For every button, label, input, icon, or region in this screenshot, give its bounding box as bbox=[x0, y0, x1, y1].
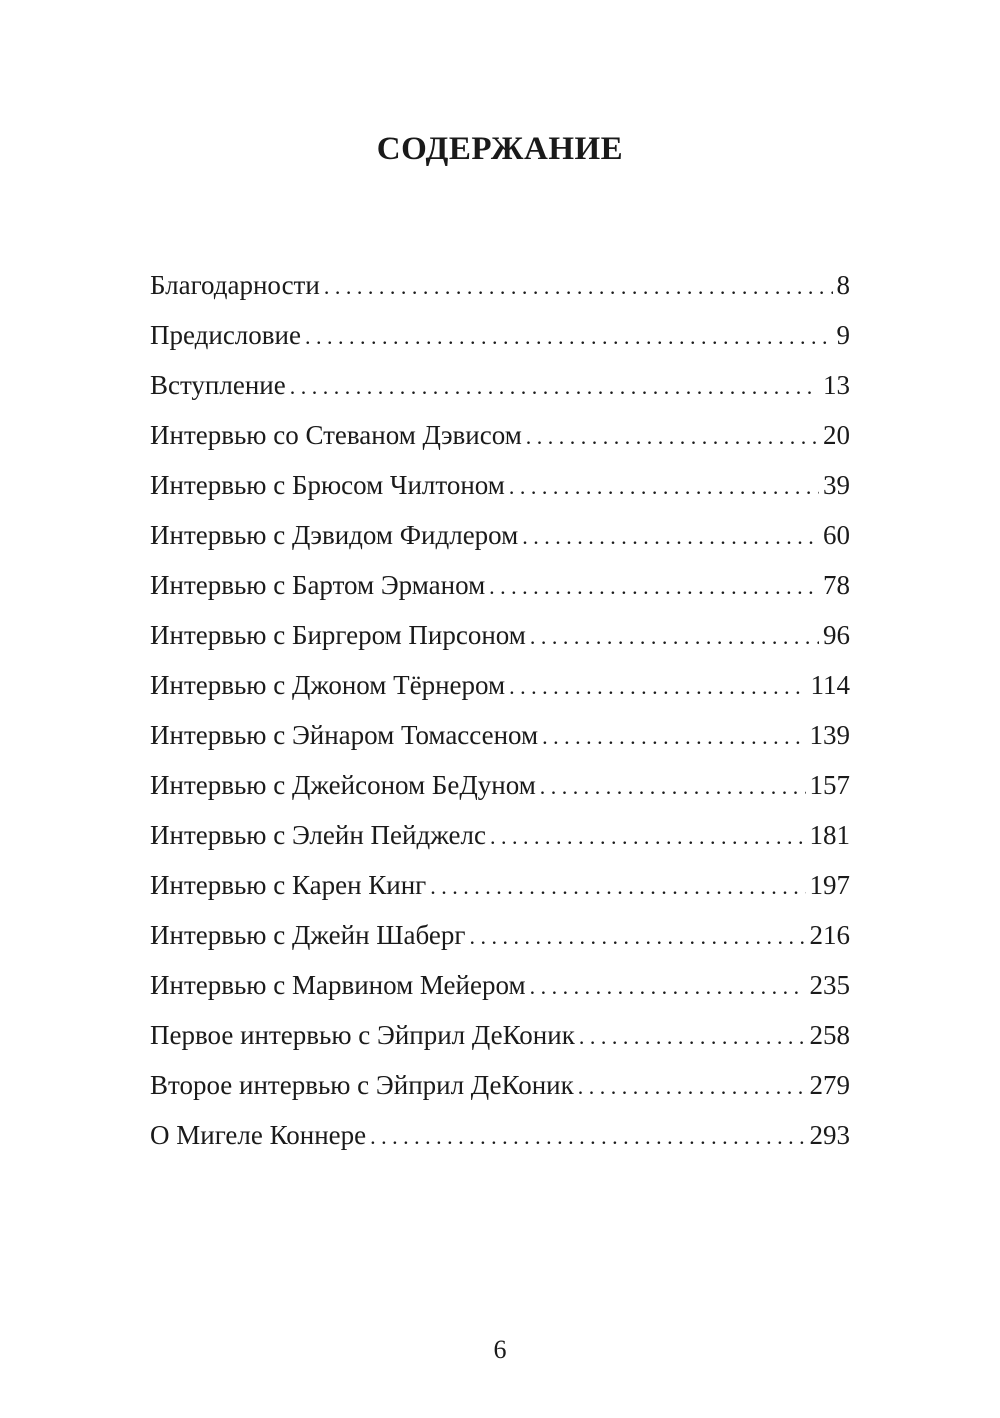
toc-entry bbox=[150, 510, 850, 560]
toc-entry-label: Интервью с Дэвидом Фидлером bbox=[150, 520, 519, 550]
toc-entry-page: 60 bbox=[823, 520, 850, 550]
toc-entry bbox=[150, 460, 850, 510]
toc-entry-page: 197 bbox=[809, 870, 850, 900]
toc-entry bbox=[150, 610, 850, 660]
toc-entry bbox=[150, 860, 850, 910]
page-number: 6 bbox=[493, 1335, 507, 1364]
toc-entry bbox=[150, 1060, 850, 1110]
toc-entry bbox=[150, 710, 850, 760]
toc-dot-leader bbox=[509, 462, 819, 512]
toc-dot-leader bbox=[540, 762, 806, 812]
toc-entry-page: 293 bbox=[809, 1120, 850, 1150]
toc-dot-leader bbox=[305, 312, 833, 362]
toc-entry-label: Интервью с Марвином Мейером bbox=[150, 970, 526, 1000]
toc-entry-label: О Мигеле Коннере bbox=[150, 1120, 367, 1150]
toc-entry-page: 157 bbox=[809, 770, 850, 800]
toc-entry-page: 279 bbox=[809, 1070, 850, 1100]
toc-dot-leader bbox=[370, 1112, 805, 1162]
toc-entry-label: Интервью с Карен Кинг bbox=[150, 870, 427, 900]
toc-entry bbox=[150, 560, 850, 610]
toc-dot-leader bbox=[522, 512, 819, 562]
page-title: СОДЕРЖАНИЕ bbox=[376, 131, 624, 167]
toc-entry-label: Интервью с Джейн Шаберг bbox=[150, 920, 466, 950]
toc-dot-leader bbox=[526, 412, 819, 462]
toc-dot-leader bbox=[324, 262, 833, 312]
toc-entry bbox=[150, 910, 850, 960]
toc-entry-page: 235 bbox=[809, 970, 850, 1000]
toc-entry bbox=[150, 310, 850, 360]
toc-entry bbox=[150, 1010, 850, 1060]
toc-entry bbox=[150, 660, 850, 710]
toc-entry bbox=[150, 1110, 850, 1160]
toc-entry-label: Интервью с Брюсом Чилтоном bbox=[150, 470, 505, 500]
toc-dot-leader bbox=[430, 862, 805, 912]
toc-entry-label: Интервью с Джейсоном БеДуном bbox=[150, 770, 536, 800]
toc-entry-label: Предисловие bbox=[150, 320, 301, 350]
toc-entry-label: Интервью с Эйнаром Томассеном bbox=[150, 720, 539, 750]
toc-entry bbox=[150, 260, 850, 310]
toc-dot-leader bbox=[509, 662, 806, 712]
toc-entry-label: Первое интервью с Эйприл ДеКоник bbox=[150, 1020, 575, 1050]
toc-entry-label: Вступление bbox=[150, 370, 286, 400]
toc-entry-page: 216 bbox=[809, 920, 850, 950]
toc-entry-label: Интервью с Биргером Пирсоном bbox=[150, 620, 526, 650]
toc-entry-page: 96 bbox=[823, 620, 850, 650]
toc-entry-page: 20 bbox=[823, 420, 850, 450]
toc-entry-label: Второе интервью с Эйприл ДеКоник bbox=[150, 1070, 574, 1100]
toc-entry-page: 9 bbox=[836, 320, 850, 350]
toc-dot-leader bbox=[290, 362, 819, 412]
toc-dot-leader bbox=[469, 912, 805, 962]
toc-entry-page: 139 bbox=[809, 720, 850, 750]
toc-entry bbox=[150, 960, 850, 1010]
table-of-contents bbox=[150, 260, 850, 1160]
toc-dot-leader bbox=[490, 812, 806, 862]
toc-entry-page: 78 bbox=[823, 570, 850, 600]
toc-entry-page: 8 bbox=[836, 270, 850, 300]
toc-entry bbox=[150, 410, 850, 460]
toc-dot-leader bbox=[579, 1012, 806, 1062]
toc-entry-page: 258 bbox=[809, 1020, 850, 1050]
toc-dot-leader bbox=[489, 562, 819, 612]
toc-entry bbox=[150, 760, 850, 810]
toc-dot-leader bbox=[542, 712, 805, 762]
toc-entry-label: Интервью с Джоном Тёрнером bbox=[150, 670, 506, 700]
toc-dot-leader bbox=[578, 1062, 806, 1112]
toc-entry bbox=[150, 810, 850, 860]
toc-entry-page: 181 bbox=[809, 820, 850, 850]
toc-entry bbox=[150, 360, 850, 410]
toc-entry-page: 13 bbox=[823, 370, 850, 400]
toc-entry-label: Интервью с Бартом Эрманом bbox=[150, 570, 486, 600]
toc-dot-leader bbox=[530, 612, 819, 662]
toc-entry-label: Благодарности bbox=[150, 270, 320, 300]
toc-dot-leader bbox=[530, 962, 806, 1012]
toc-entry-page: 114 bbox=[810, 670, 850, 700]
toc-entry-label: Интервью с Элейн Пейджелс bbox=[150, 820, 486, 850]
toc-entry-label: Интервью со Стеваном Дэвисом bbox=[150, 420, 522, 450]
toc-entry-page: 39 bbox=[823, 470, 850, 500]
